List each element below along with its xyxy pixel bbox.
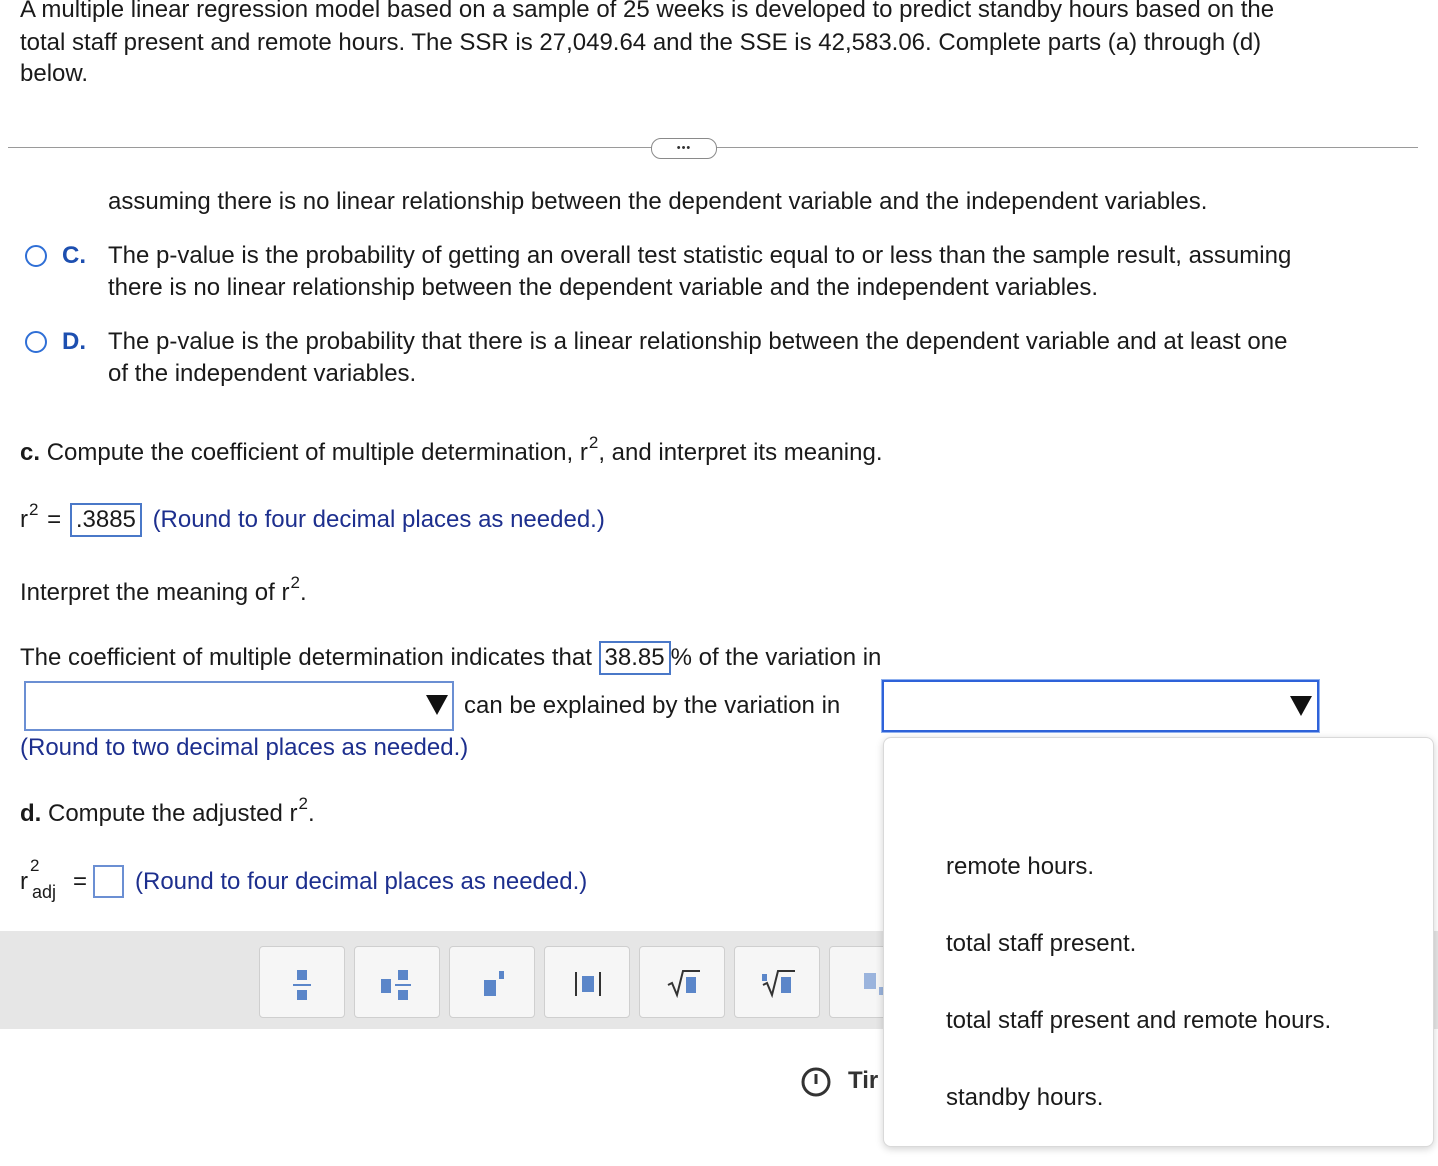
sentence-mid2: can be explained by the variation in (464, 692, 841, 719)
dropdown-options-menu (883, 737, 1434, 1147)
r2-sup: 2 (29, 500, 39, 519)
subscript-button[interactable] (829, 946, 889, 1018)
mixed-number-icon (355, 947, 441, 1019)
option-b-continuation: assuming there is no linear relationship between the dependent variable and the independent variables. (108, 188, 1208, 215)
interpret-end: . (299, 579, 307, 606)
option-total-staff-present[interactable]: total staff present. (946, 930, 1137, 957)
sentence-mid: % of the variation in (670, 644, 882, 671)
option-d-text-line1: The p-value is the probability that there is a linear relationship between the dependent variable and at least one (108, 328, 1288, 355)
expand-more-button[interactable] (651, 138, 717, 159)
square-root-icon (640, 947, 726, 1019)
r2-answer-box[interactable]: .3885 (70, 503, 142, 537)
option-standby-hours[interactable]: standby hours. (946, 1084, 1104, 1111)
option-c-text-line2: there is no linear relationship between the dependent variable and the independent variables. (108, 274, 1099, 301)
interpret-prompt-text: Interpret the meaning of r (20, 579, 290, 606)
r2adj-answer-box[interactable] (93, 865, 124, 898)
part-d-question-end: . (307, 800, 315, 827)
part-c-label: c. (20, 439, 41, 466)
absolute-value-icon (545, 947, 631, 1019)
mixed-number-button[interactable] (354, 946, 440, 1018)
subscript-icon (830, 947, 890, 1019)
option-remote-hours[interactable]: remote hours. (946, 853, 1095, 880)
part-c-question-end: , and interpret its meaning. (598, 439, 883, 466)
option-d-letter: D. (62, 328, 86, 355)
problem-line-1: A multiple linear regression model based on a sample of 25 weeks is developed to predict standby hours based on the (20, 0, 1275, 23)
part-c-question-text: Compute the coefficient of multiple determination, r (46, 439, 588, 466)
r2adj-sub: adj (32, 882, 57, 902)
independent-variable-dropdown[interactable] (882, 680, 1319, 732)
option-c-letter: C. (62, 242, 86, 269)
fraction-icon (260, 947, 346, 1019)
r2adj-equals: = (73, 868, 88, 895)
dependent-variable-dropdown[interactable] (24, 681, 454, 731)
part-d-question (20, 794, 315, 832)
option-d-radio[interactable] (25, 331, 47, 353)
nth-root-icon (735, 947, 821, 1019)
r2-equals: = (47, 506, 62, 533)
percent-answer-box[interactable]: 38.85 (599, 641, 671, 675)
percent-hint: (Round to two decimal places as needed.) (20, 734, 469, 761)
problem-line-3: below. (20, 60, 89, 87)
time-remaining-label: Tir (848, 1067, 879, 1094)
r2adj-sup: 2 (30, 856, 40, 875)
r2adj-symbol: r (20, 868, 28, 895)
dropdown1-arrow-icon (426, 695, 448, 715)
fraction-button[interactable] (259, 946, 345, 1018)
nth-root-button[interactable] (734, 946, 820, 1018)
part-d-label: d. (20, 800, 42, 827)
part-d-question-sup: 2 (298, 794, 308, 813)
more-dots-icon: ••• (676, 142, 692, 154)
option-c-text-line1: The p-value is the probability of getting an overall test statistic equal to or less than the sample result, assuming (108, 242, 1292, 269)
option-d-text-line2: of the independent variables. (108, 360, 417, 387)
absolute-value-button[interactable] (544, 946, 630, 1018)
problem-line-2: total staff present and remote hours. The SSR is 27,049.64 and the SSE is 42,583.06. Complete parts (a) through (d) (20, 29, 1262, 56)
r2-symbol: r (20, 506, 28, 533)
exponent-icon (450, 947, 536, 1019)
interpret-sup: 2 (290, 573, 300, 592)
dropdown2-arrow-icon (1290, 696, 1312, 716)
r2-hint: (Round to four decimal places as needed.) (152, 506, 605, 533)
part-c-question-sup: 2 (588, 433, 599, 452)
sentence-start: The coefficient of multiple determination indicates that (20, 644, 592, 671)
clock-icon (800, 1066, 832, 1098)
r2-adj-row (20, 856, 720, 908)
option-staff-and-remote[interactable]: total staff present and remote hours. (946, 1007, 1332, 1034)
interpret-prompt (20, 573, 307, 611)
part-d-question-text: Compute the adjusted r (48, 800, 298, 827)
r2adj-hint: (Round to four decimal places as needed.) (135, 868, 588, 895)
r2-answer-row (20, 500, 605, 538)
interpretation-sentence (20, 641, 881, 675)
square-root-button[interactable] (639, 946, 725, 1018)
option-c-radio[interactable] (25, 245, 47, 267)
part-c-question (20, 433, 883, 471)
exponent-button[interactable] (449, 946, 535, 1018)
